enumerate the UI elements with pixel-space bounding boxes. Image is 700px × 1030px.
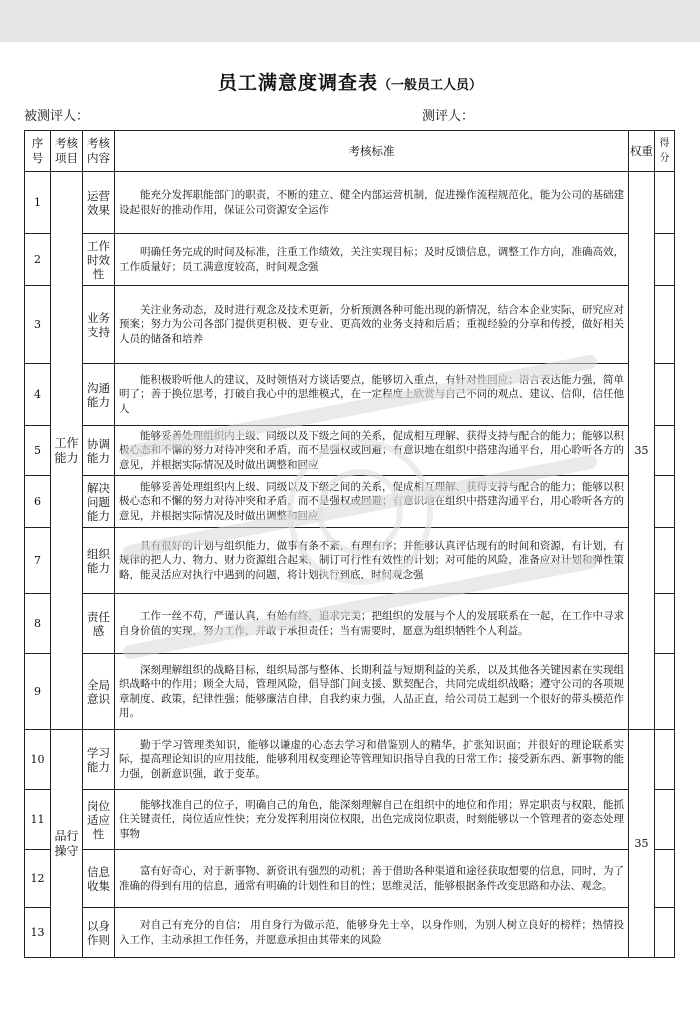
- assessment-content: 业务支持: [83, 286, 115, 364]
- score-cell[interactable]: [655, 234, 675, 286]
- assessment-criteria: 明确任务完成的时间及标准，注重工作绩效，关注实现目标；及时反馈信息，调整工作方向，准确高效，工作质量好；员工满意度较高，时间观念强: [119, 246, 624, 273]
- assessment-content: 工作时效性: [83, 234, 115, 286]
- header-content: 考核内容: [83, 131, 115, 172]
- row-number: 9: [25, 654, 51, 730]
- row-number: 5: [25, 426, 51, 476]
- weight-cell: [629, 730, 655, 958]
- weight-cell: [629, 172, 655, 730]
- assessment-criteria: 能积极聆听他人的建议，及时领悟对方谈话要点，能够切入重点，有针对性回应；语言表达能力强，简单明了；善于换位思考，打破自我心中的思维模式，在一定程度上欣赏与自己不同的观点、建议、信仰，信任他人: [119, 373, 624, 415]
- assessment-criteria: 能够找准自己的位子，明确自己的角色，能深刻理解自己在组织中的地位和作用；界定职责与权限，能抓住关键责任，岗位适应性快；充分发挥利用岗位权限，出色完成岗位职责，时刻能够以一个管理者的姿态处理事物: [119, 798, 624, 840]
- row-number: 10: [25, 730, 51, 790]
- assessment-criteria-cell: [115, 654, 629, 730]
- row-number: 13: [25, 908, 51, 958]
- table-row: [25, 528, 675, 594]
- header-weight: 权重: [629, 131, 655, 172]
- assessment-criteria-cell: [115, 730, 629, 790]
- document-title: [0, 68, 700, 95]
- group-item-label: 工作能力: [54, 435, 79, 465]
- assessment-criteria-cell: [115, 528, 629, 594]
- evaluator-label: 测评人：: [422, 109, 475, 124]
- top-bar: [0, 0, 700, 42]
- assessment-criteria: 勤于学习管理类知识，能够以谦虚的心态去学习和借鉴别人的精华，扩张知识面；并很好的理论联系实际，提高理论知识的应用技能，能够利用权变理论等管理知识指导自我的日常工作；接受新东西、新事物的能力强，创新意识强，敢于变革。: [119, 738, 624, 780]
- assessment-criteria-cell: [115, 172, 629, 234]
- group-item-label: 品行操守: [54, 828, 79, 858]
- assessment-content: 信息收集: [83, 850, 115, 908]
- assessment-criteria: 能充分发挥职能部门的职责，不断的建立、健全内部运营机制，促进操作流程规范化，能为公司的基础建设起很好的推动作用，保证公司资源安全运作: [119, 189, 624, 216]
- score-cell[interactable]: [655, 172, 675, 234]
- table-row: [25, 730, 675, 790]
- assessment-criteria: 能够妥善处理组织内上级、同级以及下级之间的关系，促成相互理解、获得支持与配合的能力；能够以积极心态和不懈的努力对待冲突和矛盾，而不是强权或回避；有意识地在组织中搭建沟通平台，用心聆听各方的意见，并根据实际情况及时做出调整和回应: [119, 429, 624, 471]
- row-number: 2: [25, 234, 51, 286]
- table-row: [25, 908, 675, 958]
- row-number: 12: [25, 850, 51, 908]
- assessment-content: 运营效果: [83, 172, 115, 234]
- row-number: 6: [25, 476, 51, 528]
- score-cell[interactable]: [655, 476, 675, 528]
- assessment-criteria-cell: [115, 908, 629, 958]
- table-row: [25, 790, 675, 850]
- assessment-criteria: 富有好奇心，对于新事物、新资讯有强烈的动机；善于借助各种渠道和途径获取想要的信息，同时，为了准确的得到有用的信息，通常有明确的计划性和目的性；思维灵活，能够根据条件改变思路和办法、观念。: [119, 865, 624, 892]
- assessment-criteria: 对自己有充分的自信； 用自身行为做示范，能够身先士卒，以身作则，为别人树立良好的榜样；热情投入工作，主动承担工作任务，并愿意承担由其带来的风险: [119, 919, 624, 946]
- assessment-content: 协调能力: [83, 426, 115, 476]
- document-sheet: [0, 42, 700, 1030]
- assessment-criteria-cell: [115, 426, 629, 476]
- assessment-criteria: 关注业务动态，及时进行观念及技术更新，分析预测各种可能出现的新情况，结合本企业实际，研究应对预案；努力为公司各部门提供更积极、更专业、更高效的业务支持和后盾；重视经验的分享和传授，做好相关人员的储备和培养: [119, 303, 624, 345]
- row-number: 3: [25, 286, 51, 364]
- assessment-content: 沟通能力: [83, 364, 115, 426]
- score-cell[interactable]: [655, 594, 675, 654]
- score-cell[interactable]: [655, 528, 675, 594]
- score-cell[interactable]: [655, 654, 675, 730]
- group-item-conduct: [51, 730, 83, 958]
- assessment-criteria-cell: [115, 476, 629, 528]
- table-row: [25, 286, 675, 364]
- header-criteria: 考核标准: [115, 131, 629, 172]
- table-row: [25, 654, 675, 730]
- weight-value: 35: [634, 444, 649, 457]
- row-number: 7: [25, 528, 51, 594]
- table-row: [25, 364, 675, 426]
- score-cell[interactable]: [655, 850, 675, 908]
- evaluation-table: [24, 130, 675, 958]
- assessment-criteria-cell: [115, 364, 629, 426]
- assessment-criteria-cell: [115, 234, 629, 286]
- score-cell[interactable]: [655, 286, 675, 364]
- score-cell[interactable]: [655, 730, 675, 790]
- assessment-content: 组织能力: [83, 528, 115, 594]
- table-row: [25, 850, 675, 908]
- header-no: 序号: [25, 131, 51, 172]
- table-row: [25, 426, 675, 476]
- assessment-criteria: 工作一丝不苟，严谨认真，有始有终，追求完美；把组织的发展与个人的发展联系在一起，在工作中寻求自身价值的实现，努力工作，并敢于承担责任；当有需要时，愿意为组织牺牲个人利益。: [119, 610, 624, 637]
- assessment-criteria-cell: [115, 790, 629, 850]
- header-score: 得分: [655, 131, 675, 172]
- row-number: 1: [25, 172, 51, 234]
- assessment-content: 解决问题能力: [83, 476, 115, 528]
- score-cell[interactable]: [655, 908, 675, 958]
- assessment-content: 学习能力: [83, 730, 115, 790]
- row-number: 4: [25, 364, 51, 426]
- assessment-criteria: 具有很好的计划与组织能力，做事有条不紊，有理有序；并能够认真评估现有的时间和资源，有计划，有规律的把人力、物力、财力资源组合起来，制订可行性有效性的计划；对可能的风险，准备应对计划和弹性策略，能灵活应对执行中遇到的问题，将计划执行到底，时间观念强: [119, 539, 624, 581]
- assessment-criteria-cell: [115, 594, 629, 654]
- assessment-content: 责任感: [83, 594, 115, 654]
- title-main: 员工满意度调查表: [217, 72, 378, 94]
- row-number: 11: [25, 790, 51, 850]
- row-number: 8: [25, 594, 51, 654]
- score-cell[interactable]: [655, 364, 675, 426]
- group-item-work-ability: [51, 172, 83, 730]
- table-row: [25, 476, 675, 528]
- table-row: [25, 594, 675, 654]
- assessment-content: 以身作则: [83, 908, 115, 958]
- table-row: [25, 234, 675, 286]
- evaluatee-label: 被测评人：: [24, 109, 90, 124]
- assessment-criteria: 深刻理解组织的战略目标，组织局部与整体、长期利益与短期利益的关系，以及其他各关键因素在实现组织战略中的作用；顾全大局，管理风险，倡导部门间支援、默契配合，共同完成组织战略；遵守公司的各项规章制度、政策，纪律性强；能够廉洁自律，自我约束力强，人品正直，给公司员工起到一个很好的带头模范作用。: [119, 663, 624, 719]
- table-row: [25, 172, 675, 234]
- assessment-content: 全局意识: [83, 654, 115, 730]
- table-header-row: [25, 131, 675, 172]
- assessment-criteria: 能够妥善处理组织内上级、同级以及下级之间的关系，促成相互理解、获得支持与配合的能力；能够以积极心态和不懈的努力对待冲突和矛盾，而不是强权或回避；有意识地在组织中搭建沟通平台，用心聆听各方的意见，并根据实际情况及时做出调整和回应: [119, 480, 624, 522]
- score-cell[interactable]: [655, 426, 675, 476]
- title-subtitle: （一般员工人员）: [378, 78, 483, 93]
- assessment-content: 岗位适应性: [83, 790, 115, 850]
- header-item: 考核项目: [51, 131, 83, 172]
- score-cell[interactable]: [655, 790, 675, 850]
- assessment-criteria-cell: [115, 286, 629, 364]
- weight-value: 35: [634, 837, 649, 850]
- assessment-criteria-cell: [115, 850, 629, 908]
